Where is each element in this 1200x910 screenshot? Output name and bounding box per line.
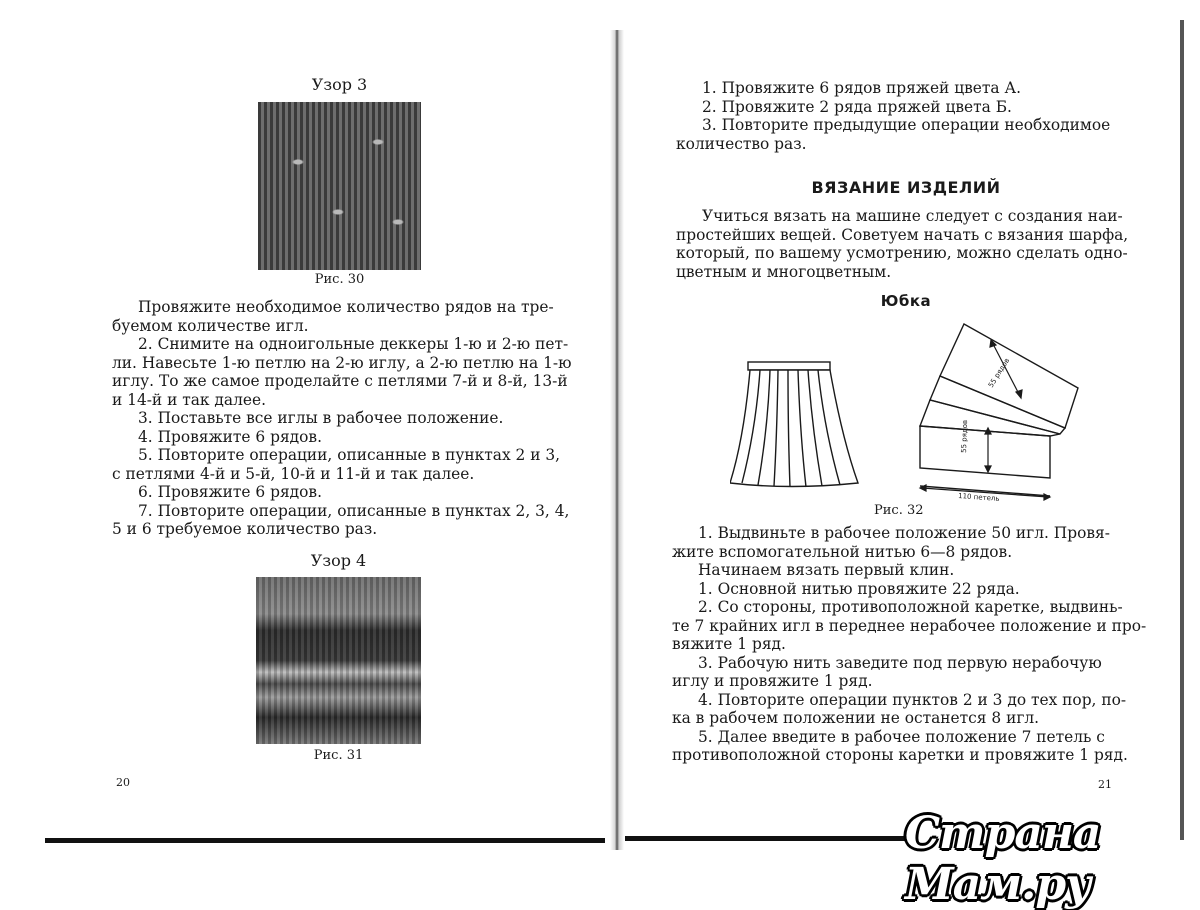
text-line: 5 и 6 требуемое количество раз. xyxy=(112,520,378,538)
intro-text xyxy=(676,207,1128,281)
text-line: 1. Основной нитью провяжите 22 ряда. xyxy=(698,579,1020,598)
text-line: 2. Снимите на одноигольные деккеры 1-ю и 2-ю пет- xyxy=(138,335,569,353)
text-line: 6. Провяжите 6 рядов. xyxy=(138,483,322,501)
pattern4-title: Узор 4 xyxy=(310,551,367,570)
text-line: который, по вашему усмотрению, можно сделать одно- xyxy=(676,244,1128,262)
dimension-label-side: 55 рядов xyxy=(960,419,970,454)
text-line: Начинаем вязать первый клин. xyxy=(698,561,955,579)
text-line: количество раз. xyxy=(676,134,807,153)
text-line: 4. Повторите операции пунктов 2 и 3 до тех пор, по- xyxy=(698,690,1127,709)
text-line: цветным и многоцветным. xyxy=(676,262,892,281)
left-page-number: 20 xyxy=(116,776,130,789)
fig32-caption: Рис. 32 xyxy=(874,503,924,518)
text-line: иглу и провяжите 1 ряд. xyxy=(672,672,873,690)
text-line: 4. Провяжите 6 рядов. xyxy=(138,427,322,446)
text-line: 1. Провяжите 6 рядов пряжей цвета А. xyxy=(702,79,1022,97)
right-page-bottom-edge xyxy=(625,836,915,841)
fig30-caption: Рис. 30 xyxy=(314,272,365,287)
text-line: ли. Навесьте 1-ю петлю на 2-ю иглу, а 2-ю петлю на 1-ю xyxy=(112,353,572,372)
text-line: и 14-й и так далее. xyxy=(112,390,266,409)
text-line: 7. Повторите операции, описанные в пунктах 2, 3, 4, xyxy=(138,501,570,520)
text-line: 2. Со стороны, противоположной каретке, выдвинь- xyxy=(698,598,1123,616)
text-line: противоположной стороны каретки и провяжите 1 ряд. xyxy=(672,746,1128,764)
text-line: Учиться вязать на машине следует с создания наи- xyxy=(702,207,1123,225)
pattern4-swatch-image xyxy=(256,577,421,744)
fig31-caption: Рис. 31 xyxy=(313,748,364,763)
text-line: 3. Повторите предыдущие операции необходимое xyxy=(702,116,1111,134)
text-line: иглу. То же самое проделайте с петлями 7-й и 8-й, 13-й xyxy=(112,372,568,390)
text-line: 3. Поставьте все иглы в рабочее положение. xyxy=(138,409,504,427)
panel-fan xyxy=(920,324,1078,496)
section-heading: ВЯЗАНИЕ ИЗДЕЛИЙ xyxy=(811,178,1001,197)
text-line: Провяжите необходимое количество рядов на тре- xyxy=(138,298,554,316)
text-line: 5. Повторите операции, описанные в пунктах 2 и 3, xyxy=(138,446,561,464)
site-watermark-logo: Страна Мам.ру xyxy=(905,808,1101,910)
left-page-bottom-edge xyxy=(45,838,605,843)
right-page-side-edge xyxy=(1180,20,1184,840)
text-line: буемом количестве игл. xyxy=(112,316,309,335)
text-line: те 7 крайних игл в переднее нерабочее положение и про- xyxy=(672,616,1147,635)
skirt-drawing xyxy=(730,362,858,487)
right-top-text xyxy=(676,79,1110,153)
text-line: простейших вещей. Советуем начать с вязания шарфа, xyxy=(676,225,1129,244)
text-line: 3. Рабочую нить заведите под первую нерабочую xyxy=(698,653,1102,672)
pattern3-title: Узор 3 xyxy=(311,75,368,94)
skirt-heading: Юбка xyxy=(880,292,932,310)
dimension-label-bottom: 110 петель xyxy=(957,492,1000,503)
book-spine xyxy=(610,30,624,850)
text-line: жите вспомогательной нитью 6—8 рядов. xyxy=(672,542,1013,561)
text-line: 5. Далее введите в рабочее положение 7 петель с xyxy=(698,727,1105,746)
text-line: 2. Провяжите 2 ряда пряжей цвета Б. xyxy=(702,97,1012,116)
text-line: ка в рабочем положении не останется 8 игл. xyxy=(672,709,1040,727)
left-body-text xyxy=(112,298,572,539)
dimension-label-top: 55 рядов xyxy=(986,356,1012,390)
text-line: 1. Выдвиньте в рабочее положение 50 игл. Провя- xyxy=(698,524,1110,542)
text-line: вяжите 1 ряд. xyxy=(672,635,786,653)
steps-text xyxy=(672,524,1146,765)
right-page-number: 21 xyxy=(1098,778,1112,791)
pattern3-swatch-image xyxy=(258,102,421,270)
text-line: с петлями 4-й и 5-й, 10-й и 11-й и так далее. xyxy=(112,464,475,483)
fig32-diagram xyxy=(730,318,1090,508)
